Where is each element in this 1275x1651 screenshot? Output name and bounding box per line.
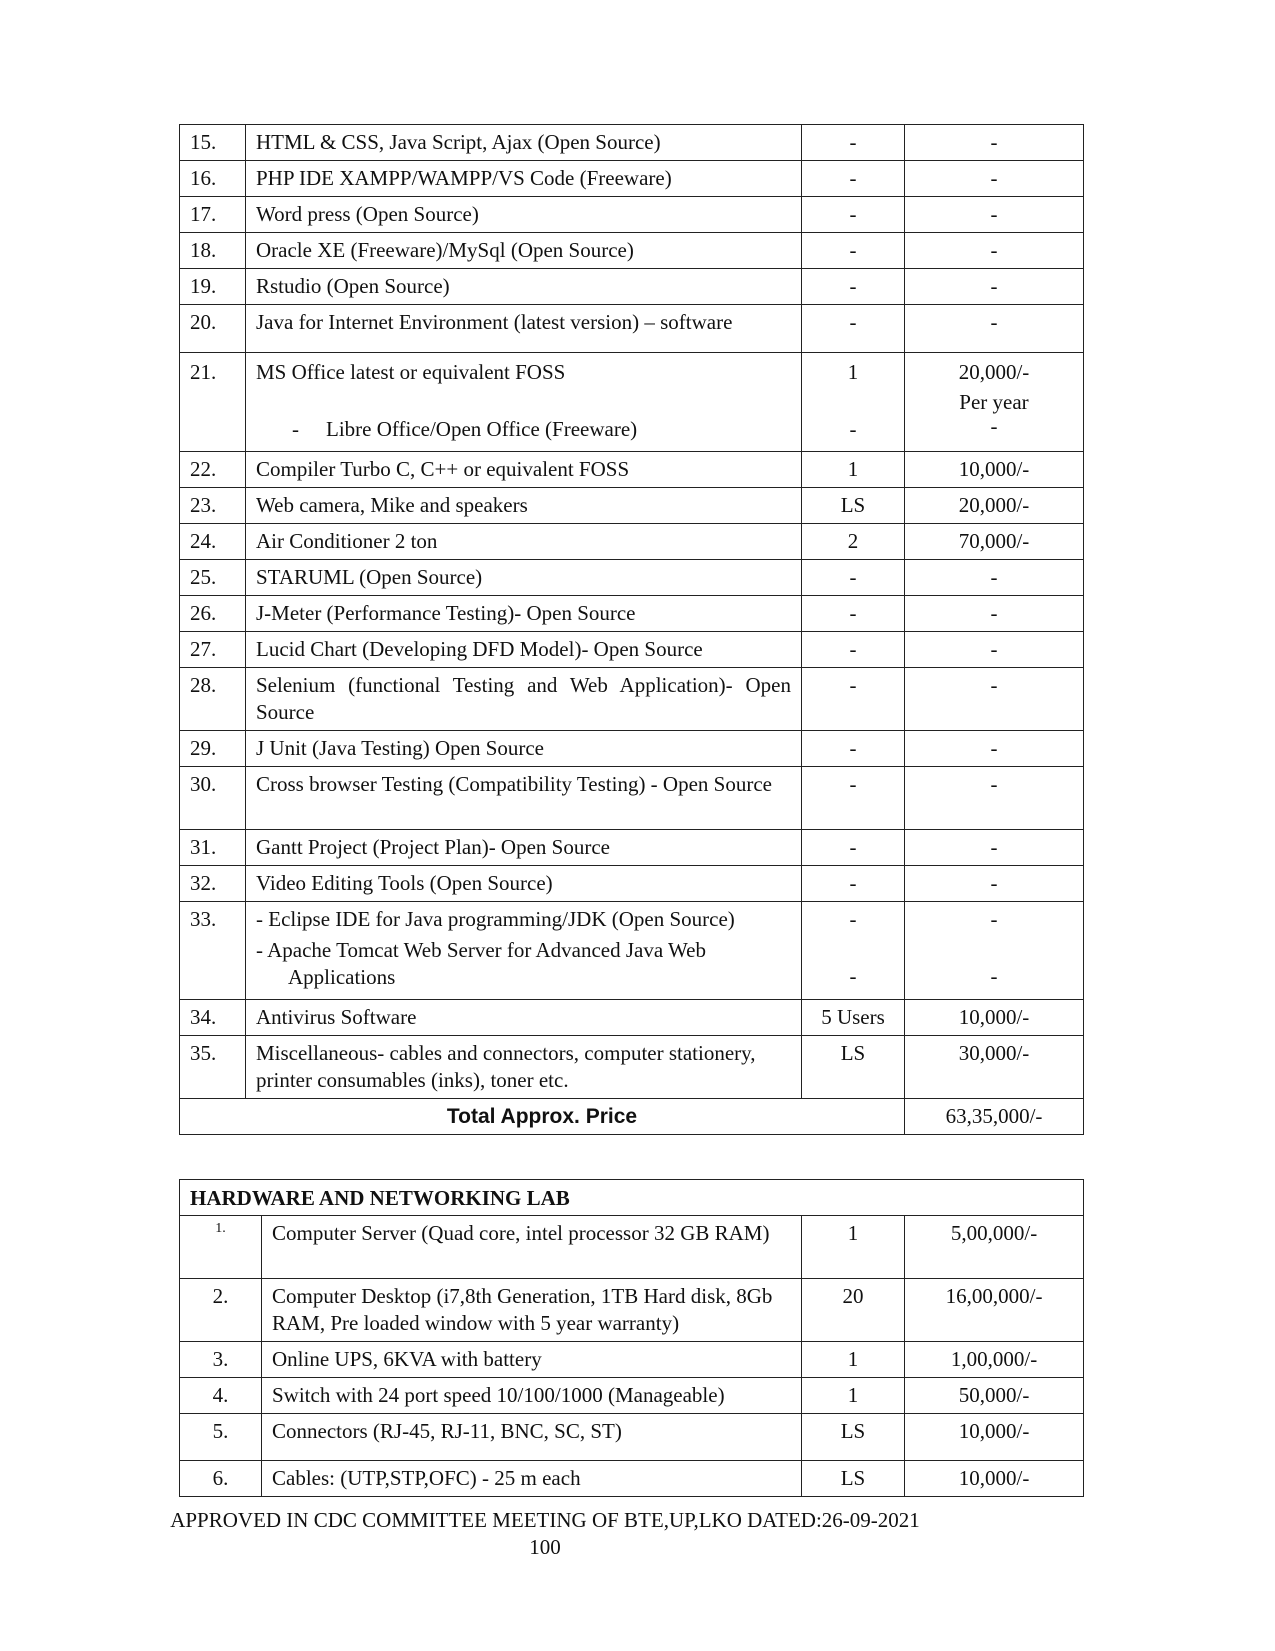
serial-number: 31. [180, 830, 246, 866]
item-quantity: - [802, 668, 905, 731]
item-price: - [905, 767, 1084, 830]
item-price: - [905, 830, 1084, 866]
item-description: PHP IDE XAMPP/WAMPP/VS Code (Freeware) [246, 161, 802, 197]
table-row [180, 269, 1084, 305]
item-quantity: 5 Users [802, 1000, 905, 1036]
item-description: Video Editing Tools (Open Source) [246, 866, 802, 902]
price-period: Per year [959, 390, 1029, 414]
serial-number: 16. [180, 161, 246, 197]
item-price: 50,000/- [905, 1378, 1084, 1414]
table-row [180, 353, 1084, 452]
item-description: Gantt Project (Project Plan)- Open Source [246, 830, 802, 866]
serial-number: 29. [180, 731, 246, 767]
table-row [180, 1000, 1084, 1036]
sub-item-quantity: - [849, 417, 857, 441]
item-description: Selenium (functional Testing and Web Application)- Open Source [246, 668, 802, 731]
item-description: - Eclipse IDE for Java programming/JDK (Open Source) [256, 907, 735, 931]
item-description-cell [246, 902, 802, 1000]
item-quantity: - [802, 632, 905, 668]
item-price-cell [905, 902, 1084, 1000]
item-price: - [905, 866, 1084, 902]
item-description: Oracle XE (Freeware)/MySql (Open Source) [246, 233, 802, 269]
item-quantity: - [802, 866, 905, 902]
item-description: HTML & CSS, Java Script, Ajax (Open Source) [246, 125, 802, 161]
item-description-cell [246, 353, 802, 452]
item-description: Rstudio (Open Source) [246, 269, 802, 305]
item-quantity: - [802, 560, 905, 596]
serial-number: 28. [180, 668, 246, 731]
hardware-lab-table [179, 1179, 1084, 1497]
item-description: Air Conditioner 2 ton [246, 524, 802, 560]
item-price: - [905, 305, 1084, 353]
item-quantity: - [802, 830, 905, 866]
item-quantity: - [802, 269, 905, 305]
table-row [180, 524, 1084, 560]
serial-number: 30. [180, 767, 246, 830]
item-quantity: - [802, 197, 905, 233]
sub-item [256, 416, 791, 443]
item-price: - [905, 197, 1084, 233]
table-row [180, 161, 1084, 197]
sub-item-description: - Apache Tomcat Web Server for Advanced Java Web Applications [256, 938, 706, 989]
item-price: 20,000/- [905, 488, 1084, 524]
serial-number: 23. [180, 488, 246, 524]
table-row [180, 125, 1084, 161]
item-description: Cross browser Testing (Compatibility Testing) - Open Source [246, 767, 802, 830]
item-price: 30,000/- [905, 1036, 1084, 1099]
item-price-cell [905, 353, 1084, 452]
item-price: 20,000/- [958, 360, 1030, 384]
item-price: 16,00,000/- [905, 1279, 1084, 1342]
serial-number: 1. [180, 1216, 262, 1279]
serial-number: 15. [180, 125, 246, 161]
item-description: Cables: (UTP,STP,OFC) - 25 m each [262, 1461, 802, 1497]
item-description: Antivirus Software [246, 1000, 802, 1036]
item-quantity: LS [802, 1414, 905, 1461]
item-price: 10,000/- [905, 1000, 1084, 1036]
serial-number: 26. [180, 596, 246, 632]
sub-item-price: - [990, 414, 998, 438]
table-row [180, 1378, 1084, 1414]
serial-number: 2. [180, 1279, 262, 1342]
serial-number: 6. [180, 1461, 262, 1497]
item-description: Compiler Turbo C, C++ or equivalent FOSS [246, 452, 802, 488]
approval-note: APPROVED IN CDC COMMITTEE MEETING OF BTE,UP,LKO DATED:26-09-2021 [170, 1508, 920, 1532]
table-row [180, 1414, 1084, 1461]
serial-number: 24. [180, 524, 246, 560]
item-price: 10,000/- [905, 452, 1084, 488]
item-price: - [905, 269, 1084, 305]
item-quantity: 2 [802, 524, 905, 560]
item-quantity: - [802, 596, 905, 632]
item-quantity: LS [802, 1461, 905, 1497]
serial-number: 20. [180, 305, 246, 353]
item-description: STARUML (Open Source) [246, 560, 802, 596]
equipment-table [179, 124, 1084, 1135]
table-row [180, 830, 1084, 866]
table-row [180, 596, 1084, 632]
item-quantity: 1 [802, 1378, 905, 1414]
table-row [180, 305, 1084, 353]
item-quantity: - [802, 305, 905, 353]
item-price: - [905, 668, 1084, 731]
serial-number: 32. [180, 866, 246, 902]
page-number: 100 [529, 1535, 561, 1559]
table-row [180, 866, 1084, 902]
serial-number: 18. [180, 233, 246, 269]
item-description: Java for Internet Environment (latest version) – software [246, 305, 802, 353]
item-price: 5,00,000/- [905, 1216, 1084, 1279]
table-row [180, 668, 1084, 731]
item-price: - [905, 125, 1084, 161]
table-row [180, 632, 1084, 668]
item-description: J-Meter (Performance Testing)- Open Source [246, 596, 802, 632]
sub-item-dash: - [292, 417, 299, 441]
item-description: Switch with 24 port speed 10/100/1000 (Manageable) [262, 1378, 802, 1414]
item-description: Word press (Open Source) [246, 197, 802, 233]
item-price: 70,000/- [905, 524, 1084, 560]
item-price: - [905, 161, 1084, 197]
serial-number: 34. [180, 1000, 246, 1036]
sub-item-price: - [990, 964, 998, 988]
item-quantity: LS [802, 1036, 905, 1099]
item-description: Miscellaneous- cables and connectors, computer stationery, printer consumables (inks), toner etc. [246, 1036, 802, 1099]
item-price: - [905, 731, 1084, 767]
table-row [180, 902, 1084, 1000]
section-title-row [180, 1180, 1084, 1216]
item-quantity-cell [802, 902, 905, 1000]
item-quantity: - [849, 907, 857, 931]
item-quantity: 1 [847, 360, 859, 384]
item-price: - [905, 560, 1084, 596]
table-row [180, 1461, 1084, 1497]
item-description: Lucid Chart (Developing DFD Model)- Open Source [246, 632, 802, 668]
item-quantity: 20 [802, 1279, 905, 1342]
item-quantity: 1 [802, 1216, 905, 1279]
serial-number: 5. [180, 1414, 262, 1461]
item-description: Online UPS, 6KVA with battery [262, 1342, 802, 1378]
page-footer [0, 1507, 1090, 1561]
item-price: 1,00,000/- [905, 1342, 1084, 1378]
item-price: - [905, 233, 1084, 269]
table-row [180, 560, 1084, 596]
table-row [180, 731, 1084, 767]
item-description: Computer Desktop (i7,8th Generation, 1TB Hard disk, 8Gb RAM, Pre loaded window with 5 year warranty) [262, 1279, 802, 1342]
total-row [180, 1099, 1084, 1135]
item-price: - [905, 632, 1084, 668]
item-quantity: - [802, 161, 905, 197]
table-row [180, 767, 1084, 830]
item-description: J Unit (Java Testing) Open Source [246, 731, 802, 767]
serial-number: 19. [180, 269, 246, 305]
item-quantity: - [802, 767, 905, 830]
serial-number: 33. [180, 902, 246, 1000]
serial-number: 27. [180, 632, 246, 668]
item-price: 10,000/- [905, 1414, 1084, 1461]
total-value: 63,35,000/- [905, 1099, 1084, 1135]
table-row [180, 452, 1084, 488]
table-row [180, 197, 1084, 233]
item-price: 10,000/- [905, 1461, 1084, 1497]
serial-number: 4. [180, 1378, 262, 1414]
table-row [180, 488, 1084, 524]
sub-item-description: Libre Office/Open Office (Freeware) [326, 417, 638, 441]
item-quantity: - [802, 731, 905, 767]
item-price: - [990, 907, 998, 931]
item-quantity: - [802, 125, 905, 161]
item-quantity-cell [802, 353, 905, 452]
table-row [180, 1036, 1084, 1099]
table-row [180, 1342, 1084, 1378]
total-label: Total Approx. Price [180, 1099, 905, 1135]
section-title: HARDWARE AND NETWORKING LAB [180, 1180, 1084, 1216]
item-quantity: 1 [802, 1342, 905, 1378]
serial-number: 35. [180, 1036, 246, 1099]
sub-item-quantity: - [849, 964, 857, 988]
table-row [180, 233, 1084, 269]
serial-number: 21. [180, 353, 246, 452]
item-description: Connectors (RJ-45, RJ-11, BNC, SC, ST) [262, 1414, 802, 1461]
item-description: Web camera, Mike and speakers [246, 488, 802, 524]
serial-number: 25. [180, 560, 246, 596]
serial-number: 22. [180, 452, 246, 488]
item-description: Computer Server (Quad core, intel processor 32 GB RAM) [262, 1216, 802, 1279]
item-description: MS Office latest or equivalent FOSS [256, 360, 566, 384]
table-row [180, 1279, 1084, 1342]
table-row [180, 1216, 1084, 1279]
item-quantity: 1 [802, 452, 905, 488]
item-quantity: - [802, 233, 905, 269]
item-price: - [905, 596, 1084, 632]
item-quantity: LS [802, 488, 905, 524]
serial-number: 17. [180, 197, 246, 233]
serial-number: 3. [180, 1342, 262, 1378]
